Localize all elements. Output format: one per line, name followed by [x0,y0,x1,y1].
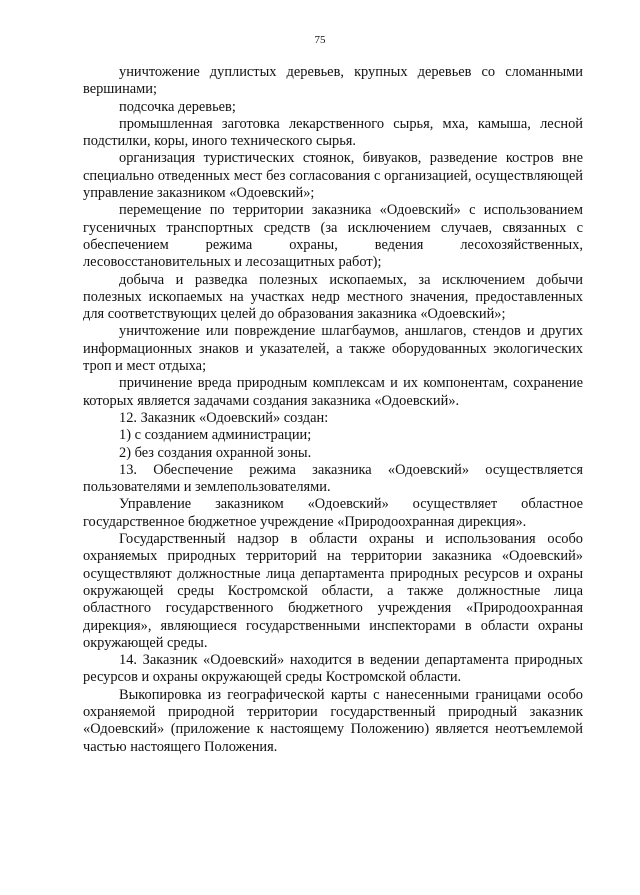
paragraph: организация туристических стоянок, бивуаков, разведение костров вне специально отведенных мест без согласования с организацией, осуществляющей управление заказником «Одоевский»; [83,150,583,202]
paragraph: перемещение по территории заказника «Одоевский» с использованием гусеничных транспортных средств (за исключением случаев, связанных с обеспечением режима охраны, ведения лесохозяйственных, лесовосстановительных и лесозащитных работ); [83,202,583,271]
paragraph: подсочка деревьев; [119,98,236,115]
paragraph: Государственный надзор в области охраны и использования особо охраняемых природных территорий на территории заказника «Одоевский» осуществляют должностные лица департамента природных ресурсов и охраны окружающей среды Костромской области, а также должностные лица областного государственного бюджетного учреждения «Природоохранная дирекция», являющиеся государственными инспекторами в области охраны окружающей среды. [83,531,583,651]
paragraph: промышленная заготовка лекарственного сырья, мха, камыша, лесной подстилки, коры, иного технического сырья. [83,115,583,150]
section-13: 13. Обеспечение режима заказника «Одоевский» осуществляется пользователями и землепользователями. [83,461,583,496]
section-heading-12: 12. Заказник «Одоевский» создан: [119,409,329,426]
paragraph: уничтожение дуплистых деревьев, крупных деревьев со сломанными вершинами; [83,64,583,98]
paragraph: Управление заказником «Одоевский» осуществляет областное государственное бюджетное учреждение «Природоохранная дирекция». [83,496,583,530]
paragraph: добыча и разведка полезных ископаемых, за исключением добычи полезных ископаемых на участках недр местного значения, предоставленных для соответствующих целей до образования заказника «Одоевский»; [83,271,583,323]
paragraph: причинение вреда природным комплексам и их компонентам, сохранение которых является задачами создания заказника «Одоевский». [83,375,583,409]
section-14: 14. Заказник «Одоевский» находится в ведении департамента природных ресурсов и охраны окружающей среды Костромской области. [83,652,583,686]
document-body [83,64,583,756]
paragraph: Выкопировка из географической карты с нанесенными границами особо охраняемой природной территории государственный природный заказник «Одоевский» (приложение к настоящему Положению) является неотъемлемой частью настоящего Положения. [83,686,583,755]
list-item: 1) с созданием администрации; [119,427,312,444]
paragraph: уничтожение или повреждение шлагбаумов, аншлагов, стендов и других информационных знаков и указателей, а также оборудованных экологических троп и мест отдыха; [83,323,583,375]
list-item: 2) без создания охранной зоны. [119,444,312,461]
page-number: 75 [314,34,326,46]
